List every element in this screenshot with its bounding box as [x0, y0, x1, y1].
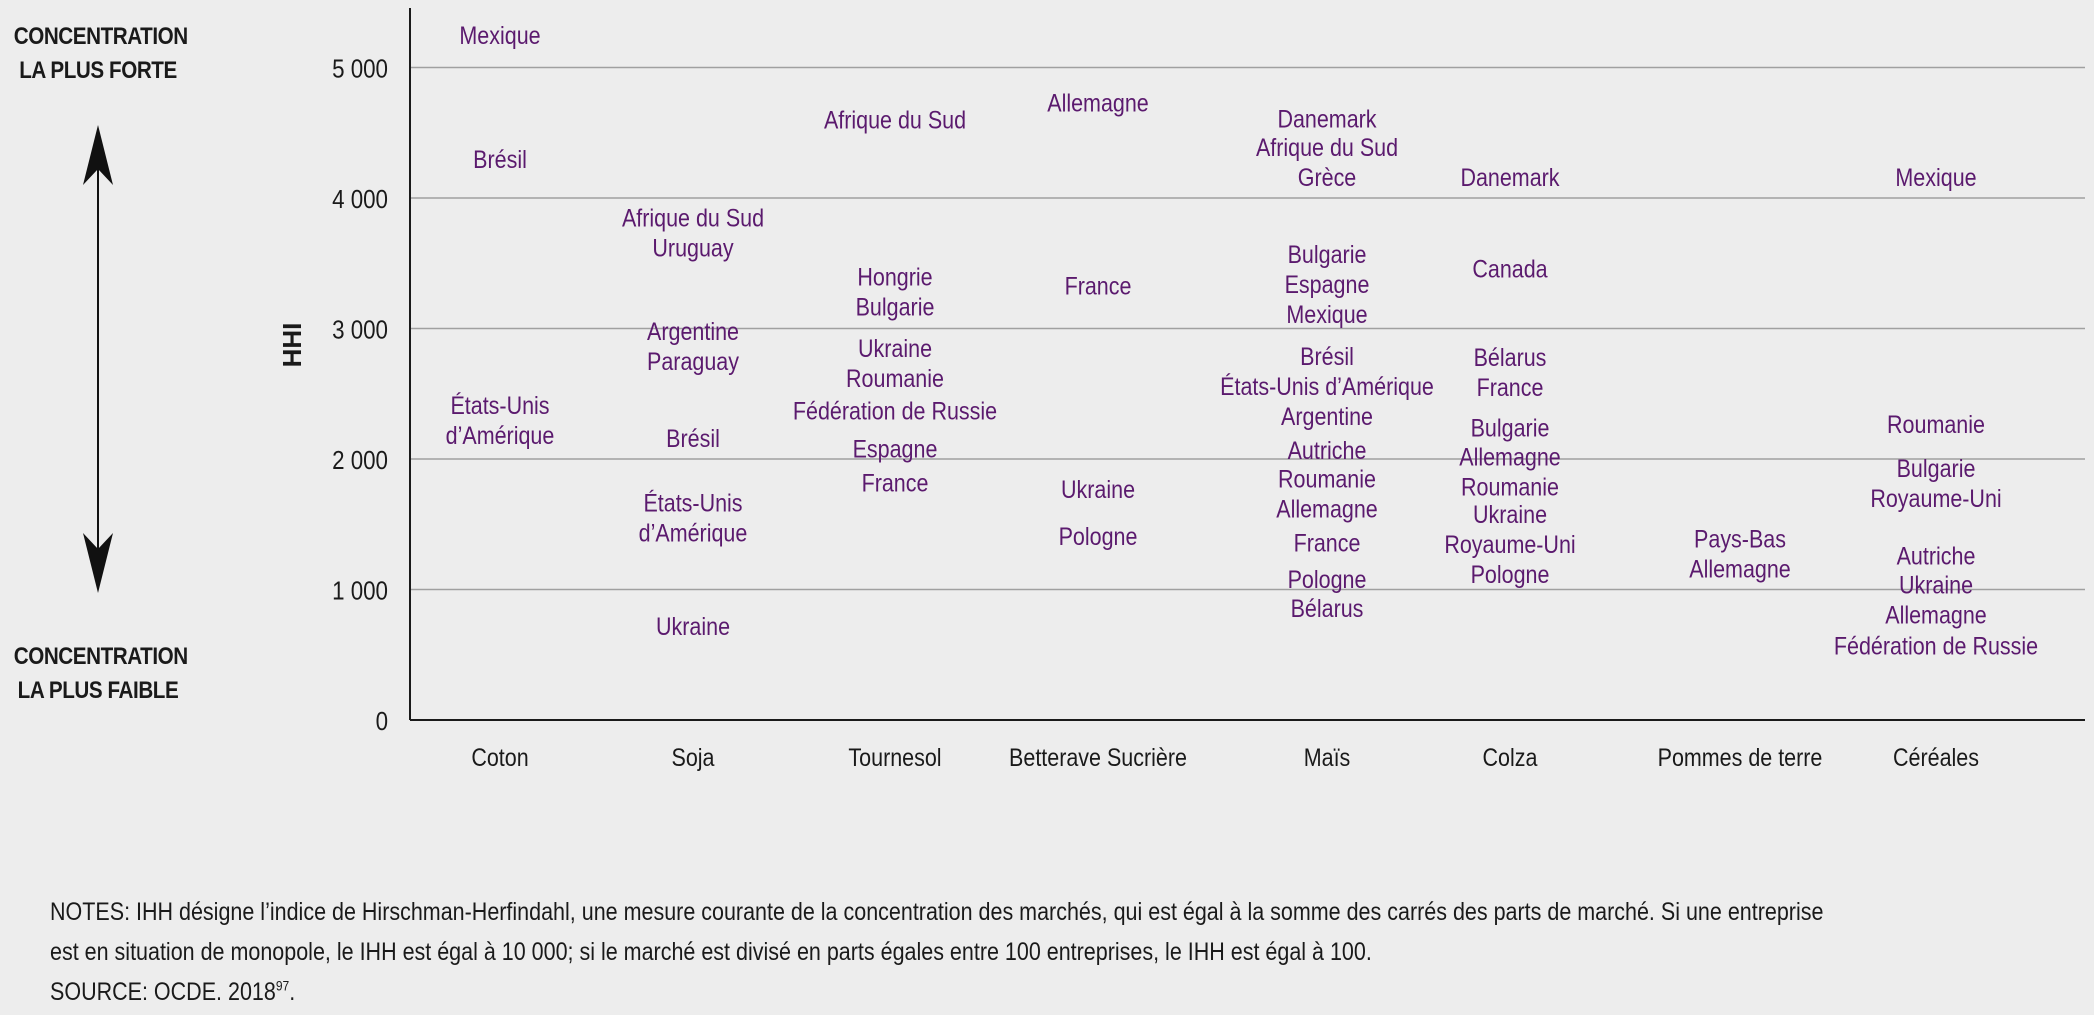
data-point-label: Allemagne — [1276, 495, 1378, 523]
x-category-label: Soja — [671, 743, 715, 772]
data-point-label: Afrique du Sud — [823, 106, 967, 135]
data-point-label: Canada — [1472, 254, 1548, 283]
source-line — [50, 972, 2062, 1012]
data-point-label: Allemagne — [1459, 442, 1561, 471]
data-point-label: Fédération de Russie — [792, 397, 998, 426]
data-point-label: Roumanie — [1278, 465, 1376, 493]
source-reference: 97 — [275, 977, 290, 994]
y-tick-label: 2 000 — [332, 446, 388, 476]
data-point-label: Ukraine — [1472, 500, 1548, 529]
y-axis-title: IHH — [277, 322, 307, 368]
x-category-label: Pommes de terre — [1657, 743, 1823, 772]
data-point-label: Fédération de Russie — [1833, 632, 2039, 660]
data-point-label: Pays-Bas — [1694, 525, 1786, 553]
data-point-label: Allemagne — [1885, 600, 1987, 629]
data-point-label: d’Amérique — [445, 421, 555, 450]
data-point-label: Afrique du Sud — [621, 204, 765, 232]
data-point-label: États-Unis — [450, 391, 550, 420]
data-point-label: Brésil — [666, 424, 720, 453]
bottom-side-label-line-2: LA PLUS FAIBLE — [17, 677, 179, 704]
data-point-label: Bélarus — [1290, 594, 1364, 623]
x-category-label: Maïs — [1303, 743, 1351, 772]
notes-line-1: NOTES: IHH désigne l’indice de Hirschman-Herfindahl, une mesure courante de la concentration des marchés, qui est égal à la somme des carrés des parts de marché. Si une entreprise — [50, 898, 1824, 926]
data-point-label: Danemark — [1460, 163, 1560, 192]
data-point-label: Grèce — [1297, 163, 1357, 192]
data-point-label: France — [1064, 271, 1132, 300]
data-point-label: États-Unis — [643, 489, 743, 518]
data-point-label: Espagne — [1284, 270, 1370, 299]
data-point-label: Argentine — [647, 317, 739, 346]
y-tick-label: 5 000 — [332, 54, 388, 84]
top-side-label-line-2: LA PLUS FORTE — [19, 57, 177, 84]
y-tick-label: 3 000 — [332, 315, 388, 345]
data-point-label: Ukraine — [655, 612, 731, 641]
x-category-label: Colza — [1482, 743, 1538, 772]
y-tick-label: 0 — [375, 707, 388, 737]
data-point-label: Mexique — [459, 21, 541, 50]
data-point-label: Danemark — [1277, 104, 1377, 133]
data-point-label: Bélarus — [1473, 343, 1547, 372]
data-point-label: Hongrie — [857, 262, 933, 291]
bottom-side-label-line-1: CONCENTRATION — [13, 643, 188, 670]
top-side-label-line-1: CONCENTRATION — [13, 23, 188, 50]
y-tick-label: 1 000 — [332, 576, 388, 606]
data-point-label: Allemagne — [1047, 89, 1149, 118]
x-category-label: Coton — [471, 743, 529, 772]
data-point-label: Afrique du Sud — [1255, 133, 1399, 162]
data-point-label: Brésil — [473, 145, 527, 174]
data-point-label: Bulgarie — [1287, 240, 1367, 269]
source-text: SOURCE: OCDE. 2018 — [50, 978, 276, 1006]
axis-layer — [277, 8, 2085, 771]
data-point-label: Pologne — [1058, 522, 1138, 551]
data-point-label: Allemagne — [1689, 555, 1791, 583]
data-point-label: Roumanie — [1887, 410, 1985, 439]
data-point-label: Argentine — [1281, 402, 1373, 431]
data-point-label: Royaume-Uni — [1870, 484, 2002, 513]
y-tick-label: 4 000 — [332, 185, 388, 215]
data-point-label: France — [861, 468, 929, 497]
data-point-label: Bulgarie — [1470, 414, 1550, 443]
data-point-label: Autriche — [1896, 542, 1976, 570]
data-point-label: Mexique — [1286, 300, 1368, 329]
data-point-label: Espagne — [852, 435, 938, 463]
data-point-label: Mexique — [1895, 163, 1977, 192]
source-end: . — [289, 978, 296, 1006]
data-point-label: Pologne — [1470, 560, 1550, 589]
data-point-label: d’Amérique — [638, 519, 748, 548]
data-point-label: États-Unis d’Amérique — [1220, 372, 1434, 401]
x-category-label: Betterave Sucrière — [1009, 743, 1187, 772]
data-point-label: Brésil — [1300, 342, 1354, 371]
data-point-label: Bulgarie — [855, 292, 935, 321]
data-point-label: France — [1476, 373, 1544, 402]
data-point-label: Ukraine — [1060, 475, 1136, 504]
data-point-label: Roumanie — [846, 364, 944, 393]
data-point-label: Uruguay — [652, 234, 734, 262]
x-category-label: Céréales — [1893, 743, 1979, 772]
data-point-label: Roumanie — [1461, 472, 1559, 501]
notes-block — [50, 892, 2062, 1012]
data-point-label: Pologne — [1287, 565, 1367, 594]
data-point-label: Ukraine — [857, 334, 933, 363]
x-category-label: Tournesol — [848, 743, 942, 772]
data-point-label: Paraguay — [647, 347, 739, 376]
data-point-label: Bulgarie — [1896, 454, 1976, 483]
data-point-label: Autriche — [1287, 436, 1367, 465]
data-point-label: Royaume-Uni — [1444, 530, 1576, 559]
data-point-label: France — [1293, 529, 1361, 557]
data-label-layer — [446, 21, 2038, 660]
data-point-label: Ukraine — [1898, 570, 1974, 599]
notes-line-2: est en situation de monopole, le IHH est égal à 10 000; si le marché est divisé en parts égales entre 100 entreprises, le IHH est égal à 100. — [50, 938, 1372, 966]
